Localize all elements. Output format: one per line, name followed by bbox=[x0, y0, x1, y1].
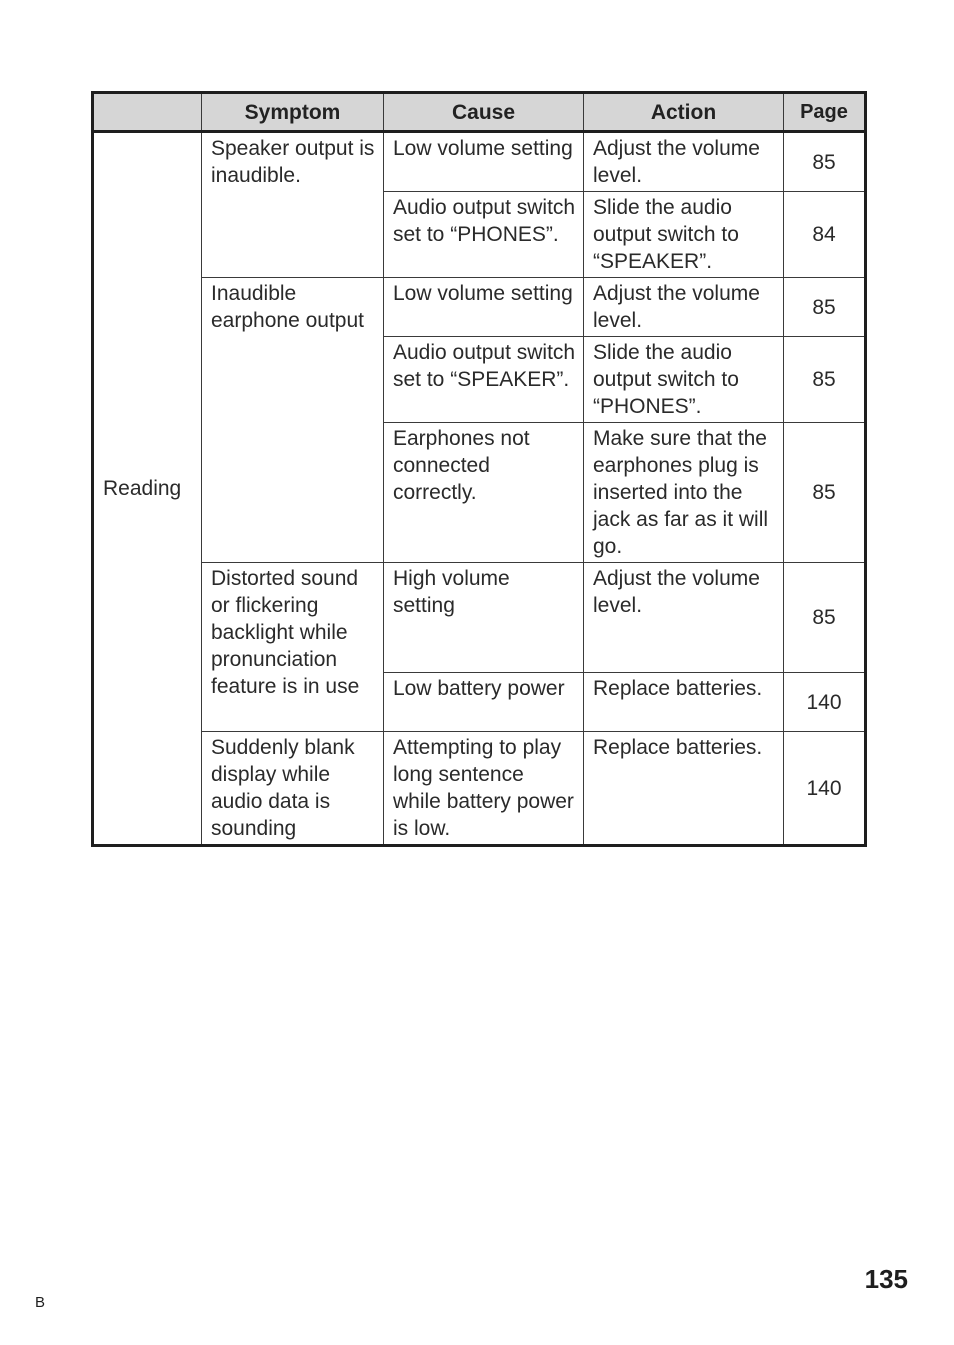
page-cell: 84 bbox=[784, 192, 866, 278]
troubleshooting-table bbox=[91, 91, 867, 847]
symptom-cell: Distorted sound or flickering backlight while pronunciation feature is in use bbox=[202, 563, 384, 732]
table-row bbox=[93, 278, 866, 337]
action-cell: Adjust the volume level. bbox=[584, 563, 784, 673]
symptom-cell: Suddenly blank display while audio data is sounding bbox=[202, 732, 384, 846]
header-page: Page bbox=[784, 93, 866, 132]
action-cell: Slide the audio output switch to “SPEAKER”. bbox=[584, 192, 784, 278]
corner-mark: B bbox=[35, 1294, 46, 1311]
page-number: 135 bbox=[864, 1264, 908, 1294]
cause-cell: Low volume setting bbox=[384, 278, 584, 337]
header-symptom: Symptom bbox=[202, 93, 384, 132]
page-cell: 85 bbox=[784, 423, 866, 563]
page-cell: 85 bbox=[784, 132, 866, 192]
cause-cell: Attempting to play long sentence while battery power is low. bbox=[384, 732, 584, 846]
category-cell: Reading bbox=[93, 132, 202, 846]
cause-cell: Low volume setting bbox=[384, 132, 584, 192]
table-row bbox=[93, 132, 866, 192]
cause-cell: Low battery power bbox=[384, 673, 584, 732]
page-cell: 140 bbox=[784, 673, 866, 732]
header-action: Action bbox=[584, 93, 784, 132]
page-cell: 85 bbox=[784, 337, 866, 423]
cause-cell: High volume setting bbox=[384, 563, 584, 673]
cause-cell: Earphones not connected correctly. bbox=[384, 423, 584, 563]
table-row bbox=[93, 732, 866, 846]
symptom-cell: Speaker output is inaudible. bbox=[202, 132, 384, 278]
page-cell: 140 bbox=[784, 732, 866, 846]
symptom-cell: Inaudible earphone output bbox=[202, 278, 384, 563]
action-cell: Slide the audio output switch to “PHONES”. bbox=[584, 337, 784, 423]
action-cell: Replace batteries. bbox=[584, 673, 784, 732]
header-cause: Cause bbox=[384, 93, 584, 132]
action-cell: Replace batteries. bbox=[584, 732, 784, 846]
header-category bbox=[93, 93, 202, 132]
action-cell: Adjust the volume level. bbox=[584, 278, 784, 337]
cause-cell: Audio output switch set to “PHONES”. bbox=[384, 192, 584, 278]
page-cell: 85 bbox=[784, 563, 866, 673]
table-header-row bbox=[93, 93, 866, 132]
action-cell: Make sure that the earphones plug is inserted into the jack as far as it will go. bbox=[584, 423, 784, 563]
action-cell: Adjust the volume level. bbox=[584, 132, 784, 192]
table-row bbox=[93, 563, 866, 673]
page-cell: 85 bbox=[784, 278, 866, 337]
cause-cell: Audio output switch set to “SPEAKER”. bbox=[384, 337, 584, 423]
